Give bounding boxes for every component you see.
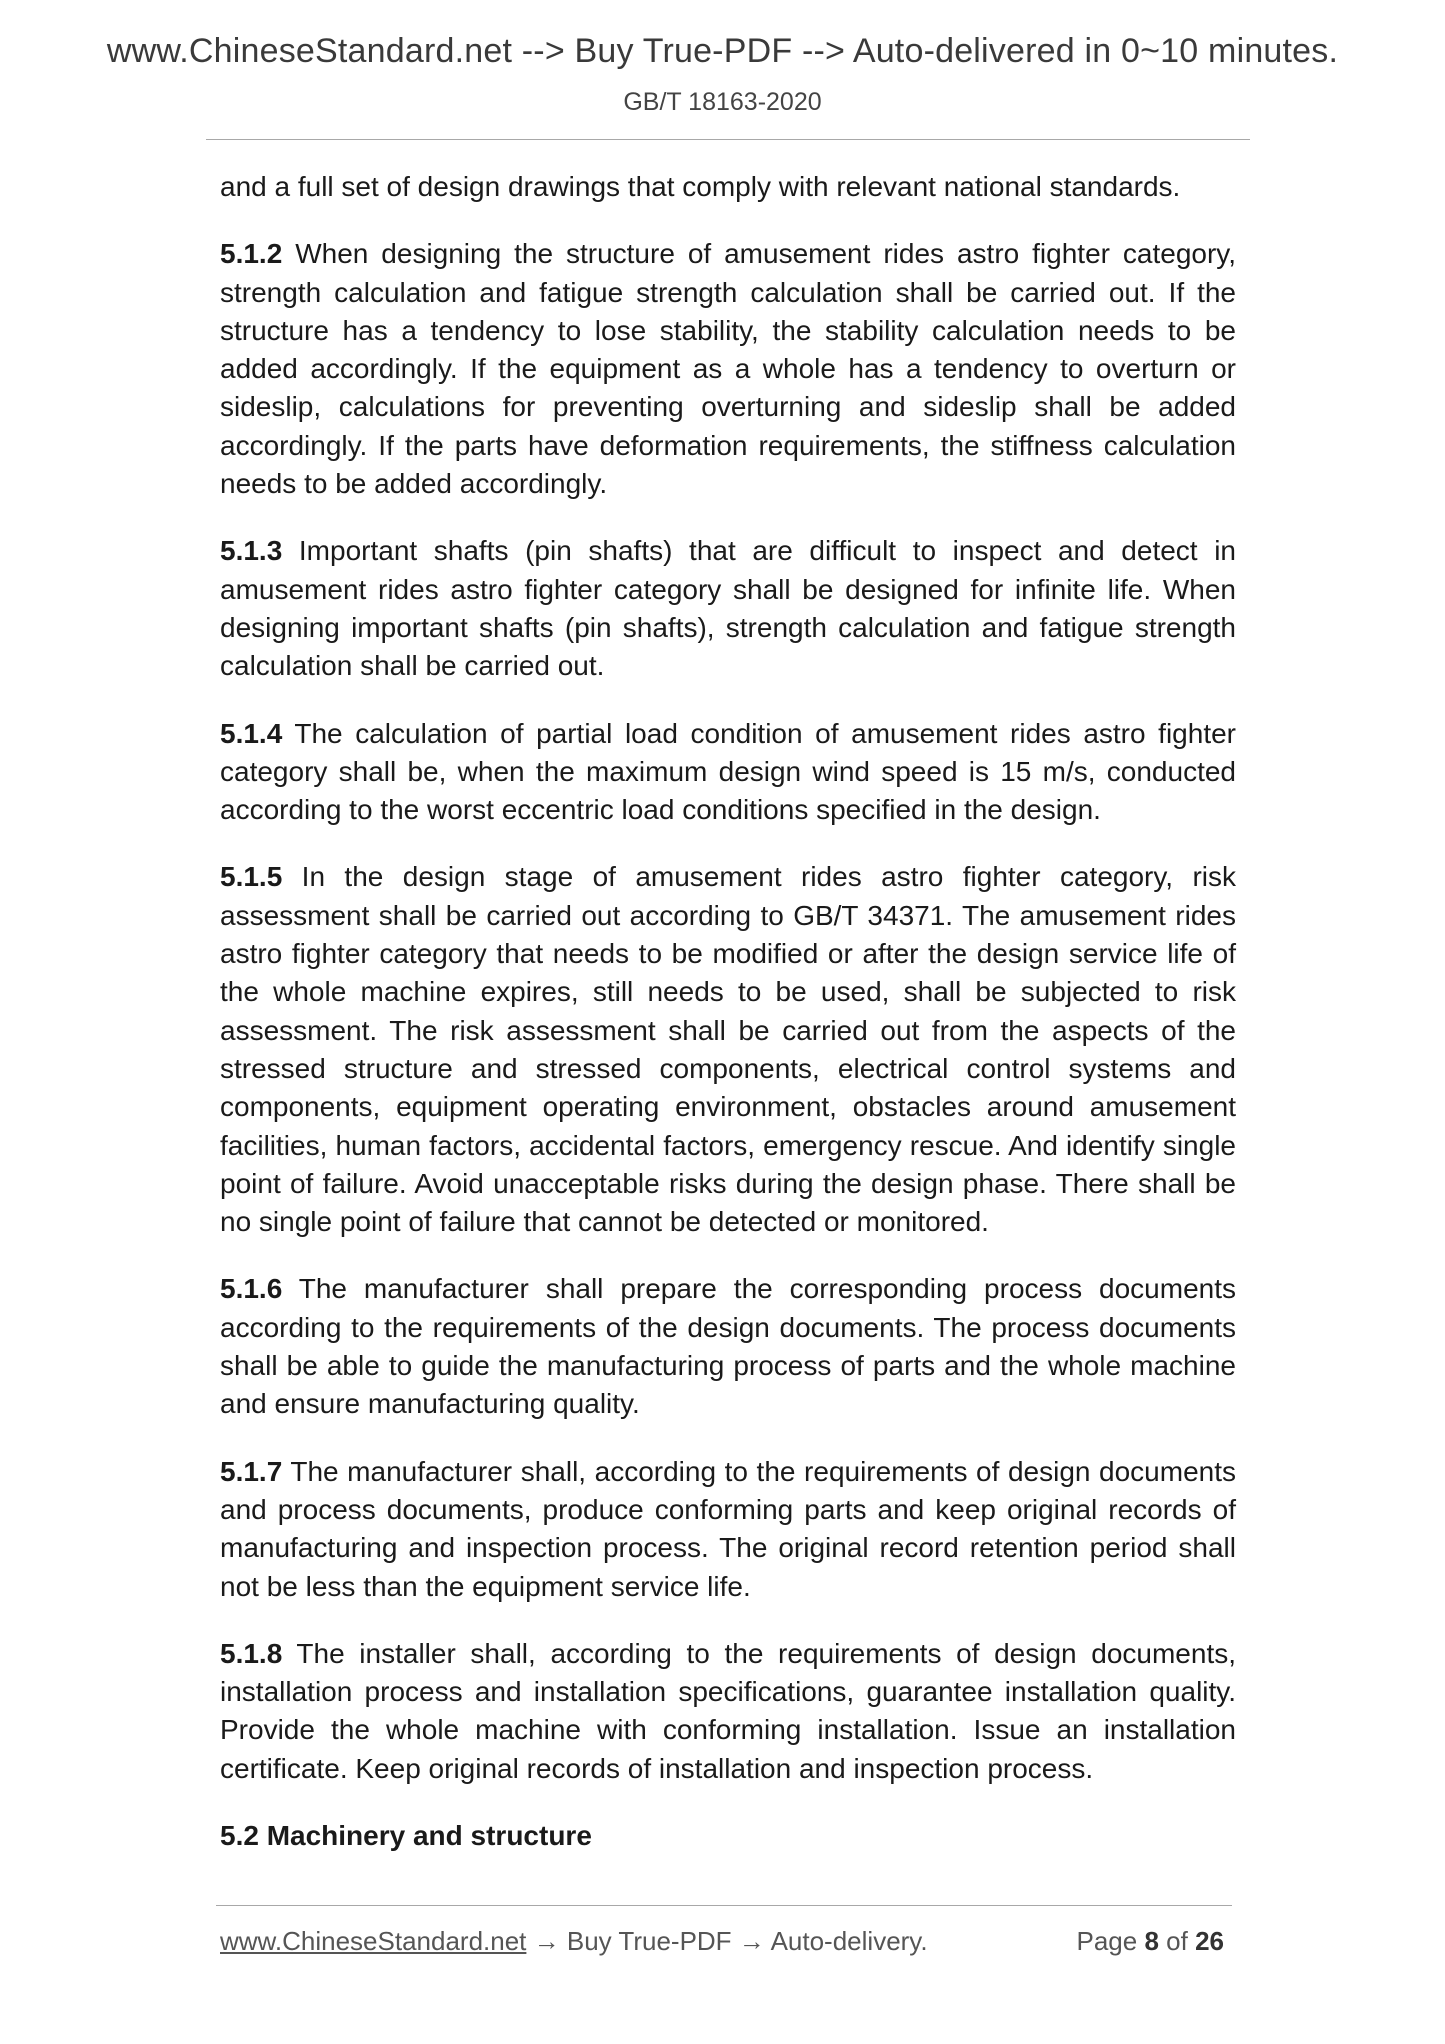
clause-5-1-3 [220, 532, 1236, 685]
footer-site-link[interactable]: www.ChineseStandard.net [220, 1926, 527, 1956]
clause-text: When designing the structure of amusement rides astro fighter category, strength calculation and fatigue strength calculation shall be carried out. If the structure has a tendency to lose stability, the stability calculation needs to be added accordingly. If the equipment as a whole has a tendency to overturn or sideslip, calculations for preventing overturning and sideslip shall be added accordingly. If the parts have deformation requirements, the stiffness calculation needs to be added accordingly. [220, 238, 1236, 500]
intro-paragraph: and a full set of design drawings that comply with relevant national standards. [220, 171, 1181, 202]
page-current: 8 [1144, 1926, 1159, 1956]
clause-number: 5.1.4 [220, 717, 283, 749]
top-banner: www.ChineseStandard.net --> Buy True-PDF --> Auto-delivered in 0~10 minutes. [106, 32, 1339, 70]
clause-text: In the design stage of amusement rides astro fighter category, risk assessment shall be carried out according to GB/T 34371. The amusement rides astro fighter category that needs to be modified or after the design service life of the whole machine expires, still needs to be used, shall be subjected to risk assessment. The risk assessment shall be carried out from the aspects of the stressed structure and stressed components, electrical control systems and components, equipment operating environment, obstacles around amusement facilities, human factors, accidental factors, emergency rescue. And identify single point of failure. Avoid unacceptable risks during the design phase. There shall be no single point of failure that cannot be detected or monitored. [220, 861, 1236, 1238]
clause-number: 5.1.2 [220, 238, 283, 270]
page-of: of [1166, 1926, 1188, 1956]
clause-5-1-8 [220, 1635, 1236, 1788]
clause-5-1-4 [220, 715, 1236, 830]
clause-number: 5.1.7 [220, 1455, 283, 1487]
clause-text: Important shafts (pin shafts) that are difficult to inspect and detect in amusement rides astro fighter category shall be designed for infinite life. When designing important shafts (pin shafts), strength calculation and fatigue strength calculation shall be carried out. [220, 535, 1236, 682]
clause-number: 5.1.5 [220, 861, 283, 893]
page-total: 26 [1195, 1926, 1224, 1956]
header-divider [206, 139, 1250, 140]
clause-text: The manufacturer shall prepare the corresponding process documents according to the requirements of the design documents. The process documents shall be able to guide the manufacturing process of parts and the whole machine and ensure manufacturing quality. [220, 1273, 1236, 1420]
clause-text: The installer shall, according to the requirements of design documents, installation process and installation specifications, guarantee installation quality. Provide the whole machine with conforming installation. Issue an installation certificate. Keep original records of installation and inspection process. [220, 1637, 1236, 1784]
page-label: Page [1076, 1926, 1138, 1956]
clause-number: 5.1.6 [220, 1273, 283, 1305]
footer-divider [216, 1905, 1232, 1906]
clause-5-1-6 [220, 1270, 1236, 1423]
clause-text: The calculation of partial load condition of amusement rides astro fighter category shall be, when the maximum design wind speed is 15 m/s, conducted according to the worst eccentric load conditions specified in the design. [220, 717, 1236, 826]
document-code: GB/T 18163-2020 [623, 88, 822, 116]
footer-delivery-text: → Buy True-PDF → Auto-delivery. [526, 1926, 928, 1956]
page-footer [220, 1926, 1232, 1957]
clause-text: The manufacturer shall, according to the requirements of design documents and process documents, produce conforming parts and keep original records of manufacturing and inspection process. The original record retention period shall not be less than the equipment service life. [220, 1455, 1236, 1602]
clause-5-1-5 [220, 858, 1236, 1241]
clause-number: 5.1.8 [220, 1637, 283, 1669]
document-body [220, 168, 1236, 1855]
clause-number: 5.1.3 [220, 535, 283, 567]
clause-5-1-7 [220, 1453, 1236, 1606]
section-heading: 5.2 Machinery and structure [220, 1819, 592, 1851]
clause-5-1-2 [220, 235, 1236, 503]
page-indicator [1076, 1926, 1224, 1957]
